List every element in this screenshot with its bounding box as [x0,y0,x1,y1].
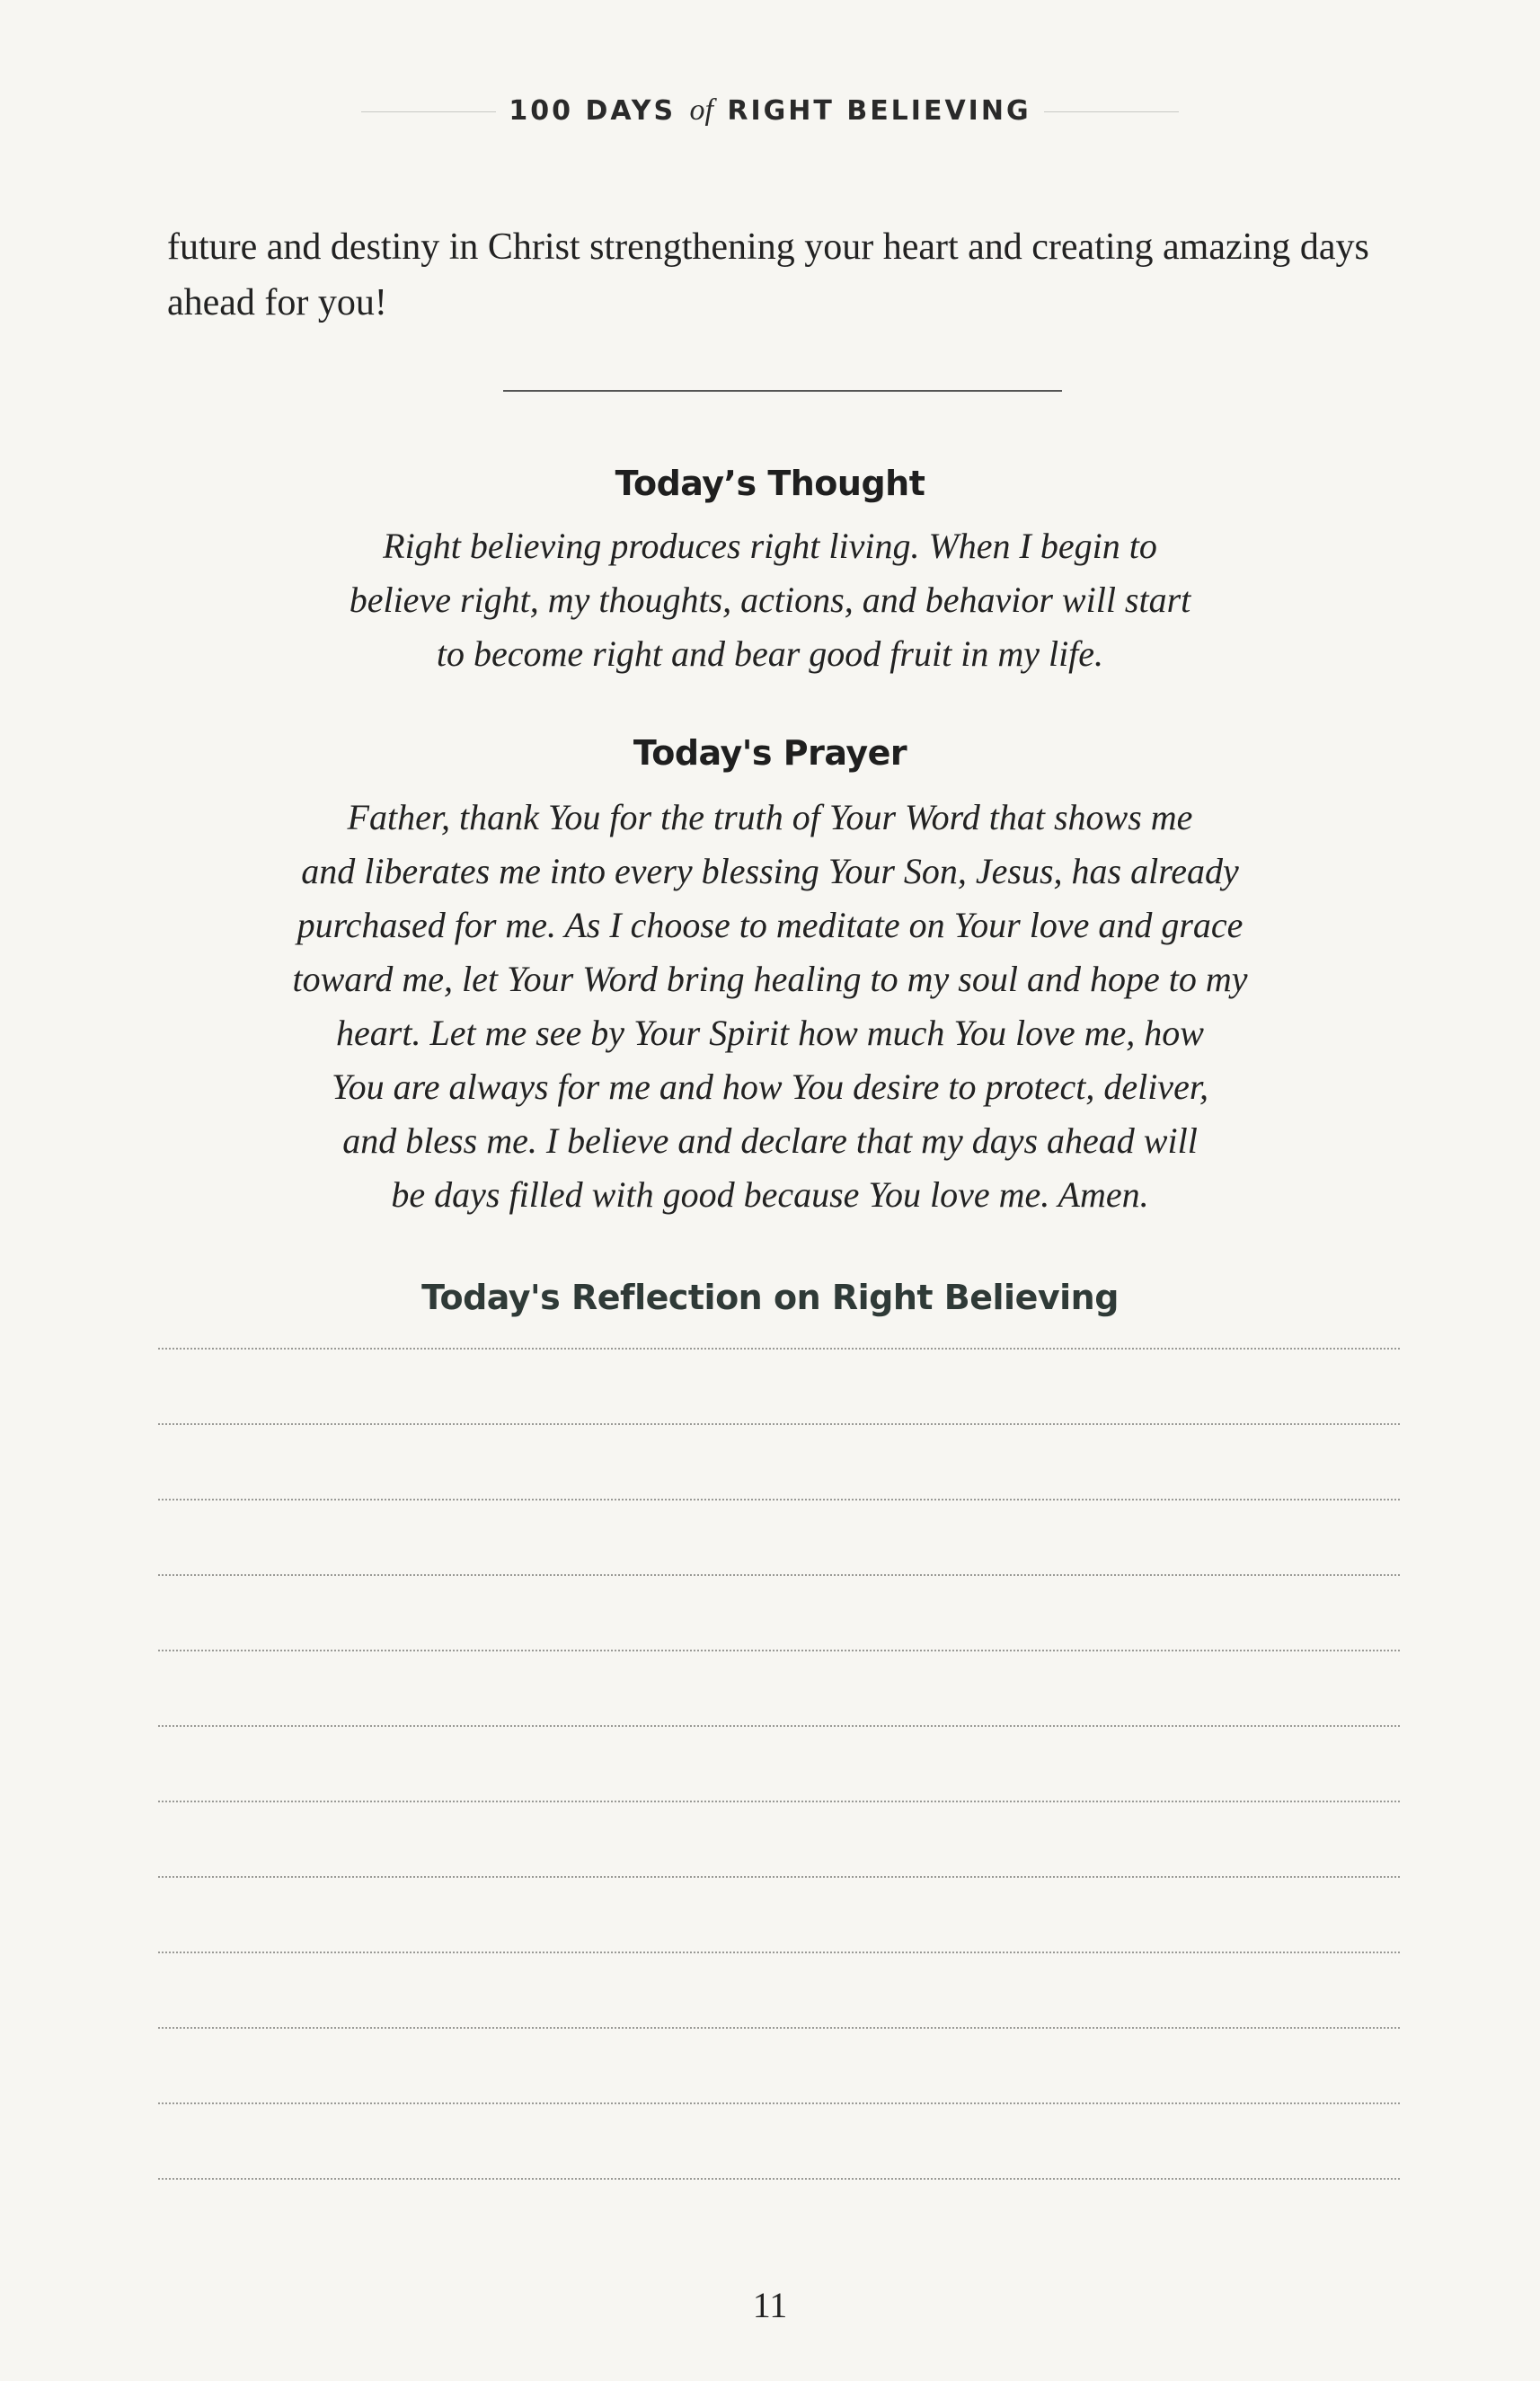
thought-line: to become right and bear good fruit in my life. [436,633,1104,674]
page-number: 11 [752,2285,788,2325]
prayer-heading: Today's Prayer [633,733,907,773]
continuation-line: days ahead for you! [167,226,1369,323]
continuation-paragraph [167,219,1407,331]
reflection-line[interactable] [158,1650,1400,1651]
reflection-line[interactable] [158,1348,1400,1350]
reflection-line[interactable] [158,2027,1400,2029]
reflection-line[interactable] [158,1499,1400,1500]
prayer-line: heart. Let me see by Your Spirit how much You love me, how [336,1013,1204,1053]
reflection-line[interactable] [158,1801,1400,1802]
header-title-part3: RIGHT BELIEVING [727,95,1031,127]
prayer-line: You are always for me and how You desire to protect, deliver, [332,1067,1208,1107]
prayer-line: toward me, let Your Word bring healing to my soul and hope to my [292,959,1248,999]
prayer-line: be days filled with good because You love me. Amen. [391,1174,1149,1215]
thought-line: Right believing produces right living. When I begin to [383,526,1157,566]
header-rule-right [1044,111,1179,112]
section-separator [503,390,1062,392]
header-title-of: of [689,93,713,127]
prayer-line: and bless me. I believe and declare that my days ahead will [342,1120,1198,1161]
continuation-line: future and destiny in Christ strengthening your heart and creating amazing [167,226,1291,268]
thought-line: believe right, my thoughts, actions, and behavior will start [349,580,1191,620]
reflection-line[interactable] [158,2102,1400,2104]
running-header [0,93,1540,128]
prayer-line: and liberates me into every blessing Your Son, Jesus, has already [301,851,1239,891]
reflection-heading: Today's Reflection on Right Believing [421,1278,1119,1317]
prayer-body [231,791,1309,1222]
reflection-line[interactable] [158,1876,1400,1878]
thought-body [231,519,1309,681]
prayer-line: purchased for me. As I choose to meditate on Your love and grace [296,905,1244,945]
header-title-part1: 100 DAYS [509,95,677,127]
thought-heading: Today’s Thought [615,464,925,503]
reflection-line[interactable] [158,1574,1400,1576]
reflection-line[interactable] [158,1725,1400,1727]
reflection-line[interactable] [158,1952,1400,1953]
prayer-line: Father, thank You for the truth of Your Word that shows me [347,797,1193,837]
reflection-line[interactable] [158,1423,1400,1425]
reflection-line[interactable] [158,2178,1400,2180]
header-rule-left [361,111,496,112]
